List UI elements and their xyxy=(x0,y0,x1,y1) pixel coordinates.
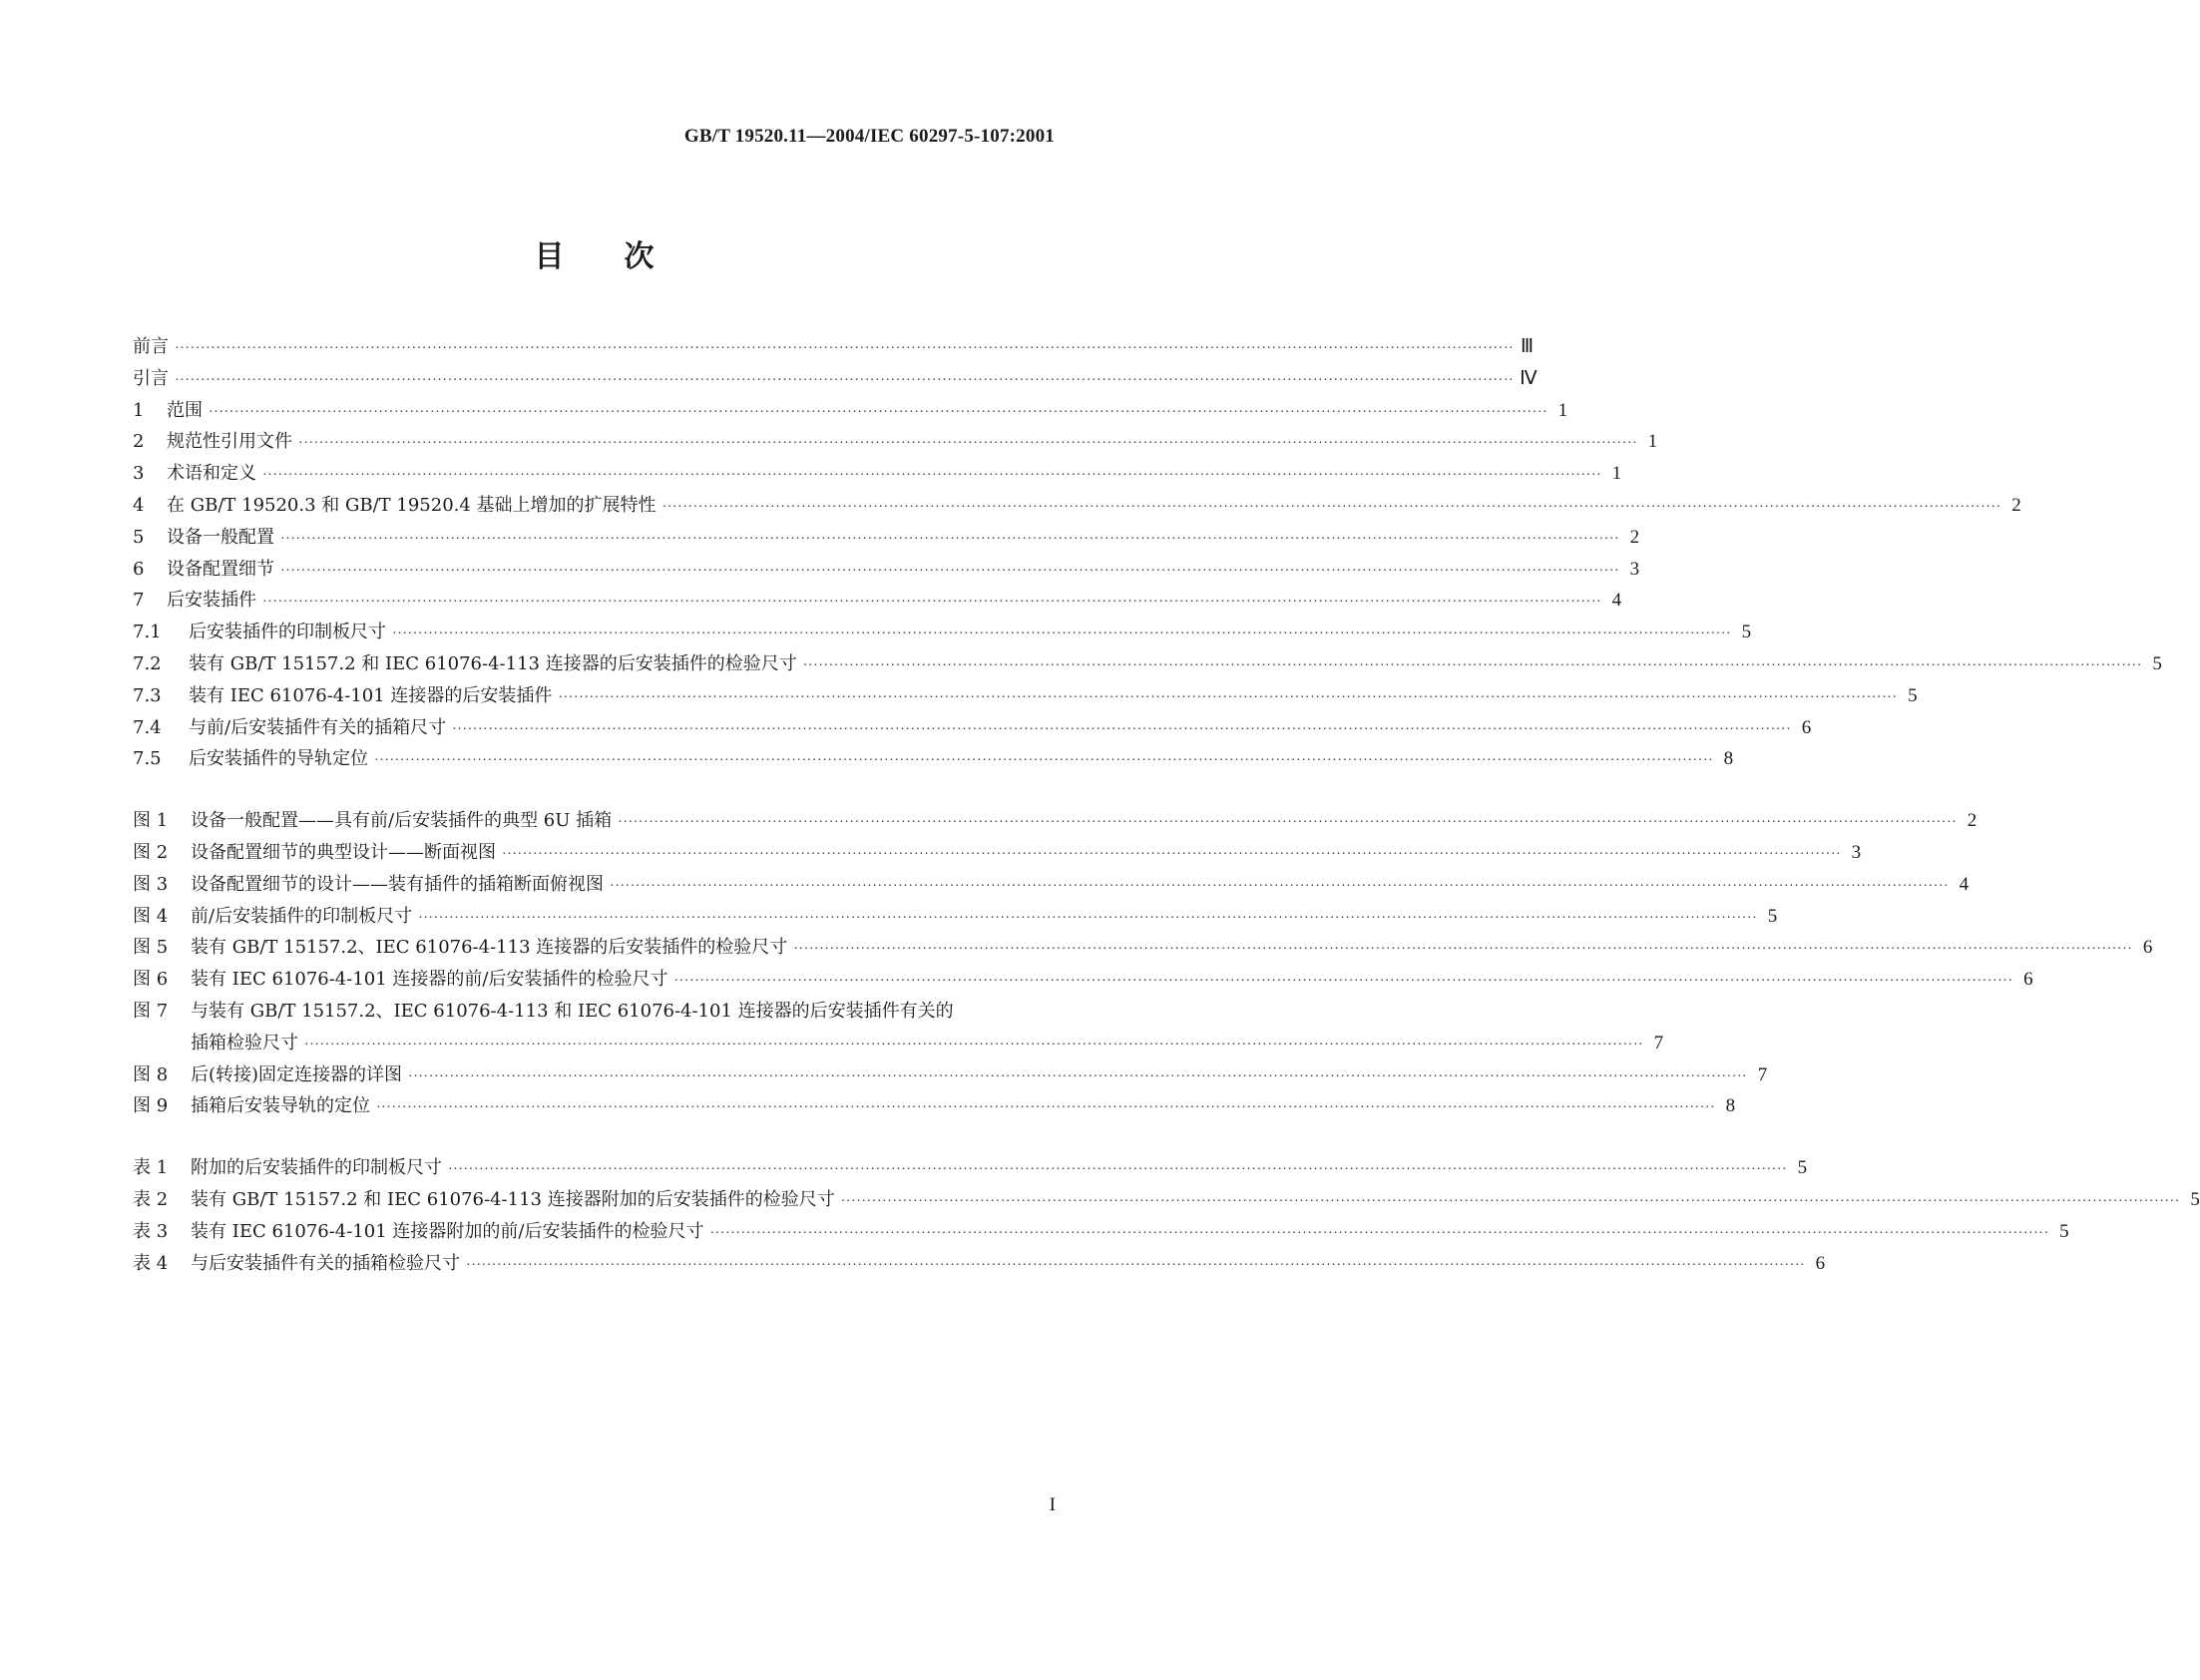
toc-entry[interactable] xyxy=(133,837,1862,869)
toc-entry-number: 7.5 xyxy=(133,748,162,770)
toc-entry-page: 5 xyxy=(1908,684,1918,706)
toc-entry-title: 术语和定义 xyxy=(167,463,256,485)
toc-entry-page: 1 xyxy=(1647,431,1658,453)
toc-entry-number: 图 7 xyxy=(133,1000,169,1022)
toc-entry-page: 4 xyxy=(1959,873,1970,895)
toc-entry-number: 表 4 xyxy=(133,1252,169,1274)
toc-leader-dots: ···································································································································································································································································· xyxy=(298,436,1638,452)
toc-entry[interactable] xyxy=(133,680,1918,712)
toc-entry-page: 2 xyxy=(1629,526,1640,548)
toc-entry-number: 图 6 xyxy=(133,969,169,991)
toc-entry-page: 8 xyxy=(1723,748,1734,770)
toc-leader-dots: ···································································································································································································································································· xyxy=(661,499,2001,515)
toc-entry-title: 后(转接)固定连接器的详图 xyxy=(191,1063,403,1085)
toc-leader-dots: ···································································································································································································································································· xyxy=(304,1037,1644,1052)
toc-entry-number: 6 xyxy=(133,558,145,580)
toc-entry-page: 1 xyxy=(1557,399,1568,421)
toc-entry-title: 装有 IEC 61076-4-101 连接器的后安装插件 xyxy=(189,684,553,706)
toc-entry-page: 6 xyxy=(1815,1252,1826,1274)
toc-entry-title: 与前/后安装插件有关的插箱尺寸 xyxy=(189,716,447,738)
toc-entry-number: 图 1 xyxy=(133,810,169,832)
toc-entry-title: 前/后安装插件的印制板尺寸 xyxy=(191,905,413,927)
toc-entry[interactable] xyxy=(133,1216,2069,1248)
toc-entry-number: 2 xyxy=(133,431,145,453)
toc-entry[interactable] xyxy=(133,617,1752,648)
toc-entry[interactable] xyxy=(133,363,1538,395)
toc-entry[interactable] xyxy=(133,554,1640,586)
toc-entry-title: 与后安装插件有关的插箱检验尺寸 xyxy=(191,1252,460,1274)
toc-leader-dots: ···································································································································································································································································· xyxy=(709,1225,2049,1241)
toc-leader-dots: ···································································································································································································································································· xyxy=(262,468,1602,484)
toc-tables xyxy=(133,1152,2200,1279)
toc-entry[interactable] xyxy=(133,743,1734,775)
toc-entry-title: 在 GB/T 19520.3 和 GB/T 19520.4 基础上增加的扩展特性 xyxy=(167,494,657,516)
toc-figures xyxy=(133,805,2153,1122)
toc-entry[interactable] xyxy=(133,712,1812,744)
toc-entry[interactable] xyxy=(133,395,1568,427)
toc-leader-dots: ···································································································································································································································································· xyxy=(374,753,1714,769)
toc-leader-dots: ···································································································································································································································································· xyxy=(840,1193,2180,1209)
toc-entry[interactable] xyxy=(133,522,1640,554)
toc-entry-number: 图 8 xyxy=(133,1063,169,1085)
toc-entry-number: 1 xyxy=(133,399,145,421)
toc-entry-page: 3 xyxy=(1851,841,1862,863)
toc-leader-dots: ···································································································································································································································································· xyxy=(802,657,2142,673)
toc-entry-page: 5 xyxy=(1797,1157,1808,1179)
toc-entry-page: 5 xyxy=(1767,905,1778,927)
toc-entry[interactable] xyxy=(133,1090,1736,1122)
toc-sections xyxy=(133,331,2162,775)
toc-entry-number: 图 4 xyxy=(133,905,169,927)
toc-entry-page: 8 xyxy=(1725,1095,1736,1117)
toc-entry-title: 后安装插件 xyxy=(167,590,256,612)
toc-entry-page: 6 xyxy=(2142,937,2153,959)
toc-leader-dots: ···································································································································································································································································· xyxy=(392,627,1732,642)
toc-entry-number: 图 3 xyxy=(133,873,169,895)
toc-entry-title: 前言 xyxy=(133,336,169,357)
toc-leader-dots: ···································································································································································································································································· xyxy=(376,1100,1716,1116)
toc-entry-page: 3 xyxy=(1629,558,1640,580)
toc-entry-page: 5 xyxy=(2059,1220,2069,1242)
page-title: 目 次 xyxy=(534,239,655,274)
toc-entry-page: 6 xyxy=(1801,716,1812,738)
toc-leader-dots: ···································································································································································································································································· xyxy=(558,689,1898,705)
toc-entry-page: 5 xyxy=(2152,652,2162,674)
toc-entry-number: 7.1 xyxy=(133,622,162,643)
document-code: GB/T 19520.11—2004/IEC 60297-5-107:2001 xyxy=(683,126,1055,147)
toc-entry-number: 4 xyxy=(133,494,145,516)
toc-entry[interactable] xyxy=(133,1184,2200,1216)
toc-entry-number: 图 9 xyxy=(133,1095,169,1117)
toc-entry[interactable] xyxy=(133,996,1057,1028)
page-number: I xyxy=(1049,1494,1056,1515)
toc-entry-page: Ⅲ xyxy=(1521,336,1535,357)
toc-entry[interactable] xyxy=(133,1152,1808,1184)
toc-entry-page: 7 xyxy=(1653,1032,1664,1053)
toc-entry-page: 6 xyxy=(2023,969,2033,991)
toc-leader-dots: ···································································································································································································································································· xyxy=(280,563,1620,579)
toc-entry-title: 附加的后安装插件的印制板尺寸 xyxy=(191,1157,442,1179)
toc-entry-page: 2 xyxy=(1967,810,1978,832)
toc-entry-title: 引言 xyxy=(133,367,169,389)
toc-leader-dots: ···································································································································································································································································· xyxy=(448,1162,1788,1178)
toc-entry[interactable] xyxy=(133,1028,1664,1059)
table-of-contents xyxy=(133,331,2200,1279)
toc-leader-dots: ···································································································································································································································································· xyxy=(408,1068,1748,1084)
toc-entry-title: 插箱后安装导轨的定位 xyxy=(191,1095,370,1117)
toc-leader-dots: ···································································································································································································································································· xyxy=(502,846,1842,862)
toc-entry-page: 5 xyxy=(1741,622,1752,643)
toc-entry-title: 设备配置细节的设计——装有插件的插箱断面俯视图 xyxy=(191,873,604,895)
toc-leader-dots: ···································································································································································································································································· xyxy=(618,815,1958,831)
toc-entry[interactable] xyxy=(133,426,1658,458)
toc-leader-dots: ···································································································································································································································································· xyxy=(418,910,1758,926)
toc-entry[interactable] xyxy=(133,458,1622,490)
toc-entry[interactable] xyxy=(133,331,1535,363)
toc-entry[interactable] xyxy=(133,964,2033,996)
toc-entry[interactable] xyxy=(133,805,1978,837)
toc-entry-page: 4 xyxy=(1611,590,1622,612)
toc-entry[interactable] xyxy=(133,648,2162,680)
toc-entry-title: 后安装插件的导轨定位 xyxy=(189,748,368,770)
toc-entry-page: 2 xyxy=(2011,494,2021,516)
toc-entry-number: 5 xyxy=(133,526,145,548)
toc-entry-title: 设备配置细节的典型设计——断面视图 xyxy=(191,841,496,863)
toc-leader-dots: ···································································································································································································································································· xyxy=(280,531,1620,547)
toc-entry-page: 7 xyxy=(1757,1063,1768,1085)
toc-entry-title: 装有 GB/T 15157.2、IEC 61076-4-113 连接器的后安装插件的检验尺寸 xyxy=(191,937,788,959)
toc-entry-title: 设备配置细节 xyxy=(167,558,274,580)
toc-entry-number: 3 xyxy=(133,463,145,485)
toc-leader-dots: ···································································································································································································································································· xyxy=(262,595,1602,611)
toc-entry-title: 设备一般配置 xyxy=(167,526,274,548)
toc-entry-number: 图 5 xyxy=(133,937,169,959)
toc-entry-title: 范围 xyxy=(167,399,203,421)
toc-entry-title: 与装有 GB/T 15157.2、IEC 61076-4-113 和 IEC 61076-4-101 连接器的后安装插件有关的 xyxy=(191,1000,954,1022)
toc-entry-number: 7.2 xyxy=(133,652,162,674)
toc-entry-title: 后安装插件的印制板尺寸 xyxy=(189,622,386,643)
toc-entry-title: 设备一般配置——具有前/后安装插件的典型 6U 插箱 xyxy=(191,810,613,832)
toc-entry[interactable] xyxy=(133,490,2021,522)
toc-leader-dots: ···································································································································································································································································· xyxy=(466,1257,1806,1273)
toc-leader-dots: ···································································································································································································································································· xyxy=(175,372,1515,388)
toc-entry-number: 7.3 xyxy=(133,684,162,706)
toc-entry[interactable] xyxy=(133,1248,1826,1280)
toc-entry-title: 装有 IEC 61076-4-101 连接器附加的前/后安装插件的检验尺寸 xyxy=(191,1220,704,1242)
toc-entry-number: 表 3 xyxy=(133,1220,169,1242)
toc-entry-title: 规范性引用文件 xyxy=(167,431,292,453)
toc-entry-title: 插箱检验尺寸 xyxy=(191,1032,298,1053)
toc-leader-dots: ···································································································································································································································································· xyxy=(452,721,1792,737)
toc-entry[interactable] xyxy=(133,585,1622,617)
toc-entry-number: 7.4 xyxy=(133,716,162,738)
toc-entry-page: 5 xyxy=(2190,1188,2200,1210)
toc-entry-page: Ⅳ xyxy=(1520,367,1538,389)
toc-leader-dots: ···································································································································································································································································· xyxy=(610,878,1950,894)
toc-entry-number: 图 2 xyxy=(133,841,169,863)
toc-leader-dots: ···································································································································································································································································· xyxy=(209,404,1548,420)
toc-entry-title: 装有 GB/T 15157.2 和 IEC 61076-4-113 连接器附加的后安装插件的检验尺寸 xyxy=(191,1188,835,1210)
toc-entry[interactable] xyxy=(133,901,1778,933)
toc-entry-title: 装有 GB/T 15157.2 和 IEC 61076-4-113 连接器的后安装插件的检验尺寸 xyxy=(189,652,797,674)
toc-leader-dots: ···································································································································································································································································· xyxy=(793,942,2133,958)
toc-entry[interactable] xyxy=(133,1059,1768,1091)
toc-entry-number: 7 xyxy=(133,590,145,612)
toc-entry[interactable] xyxy=(133,869,1970,901)
toc-entry[interactable] xyxy=(133,932,2153,964)
toc-entry-title: 装有 IEC 61076-4-101 连接器的前/后安装插件的检验尺寸 xyxy=(191,969,668,991)
toc-leader-dots: ···································································································································································································································································· xyxy=(175,341,1515,356)
toc-entry-number: 表 1 xyxy=(133,1157,169,1179)
toc-entry-number: 表 2 xyxy=(133,1188,169,1210)
toc-leader-dots: ···································································································································································································································································· xyxy=(673,974,2013,990)
toc-entry-page: 1 xyxy=(1611,463,1622,485)
